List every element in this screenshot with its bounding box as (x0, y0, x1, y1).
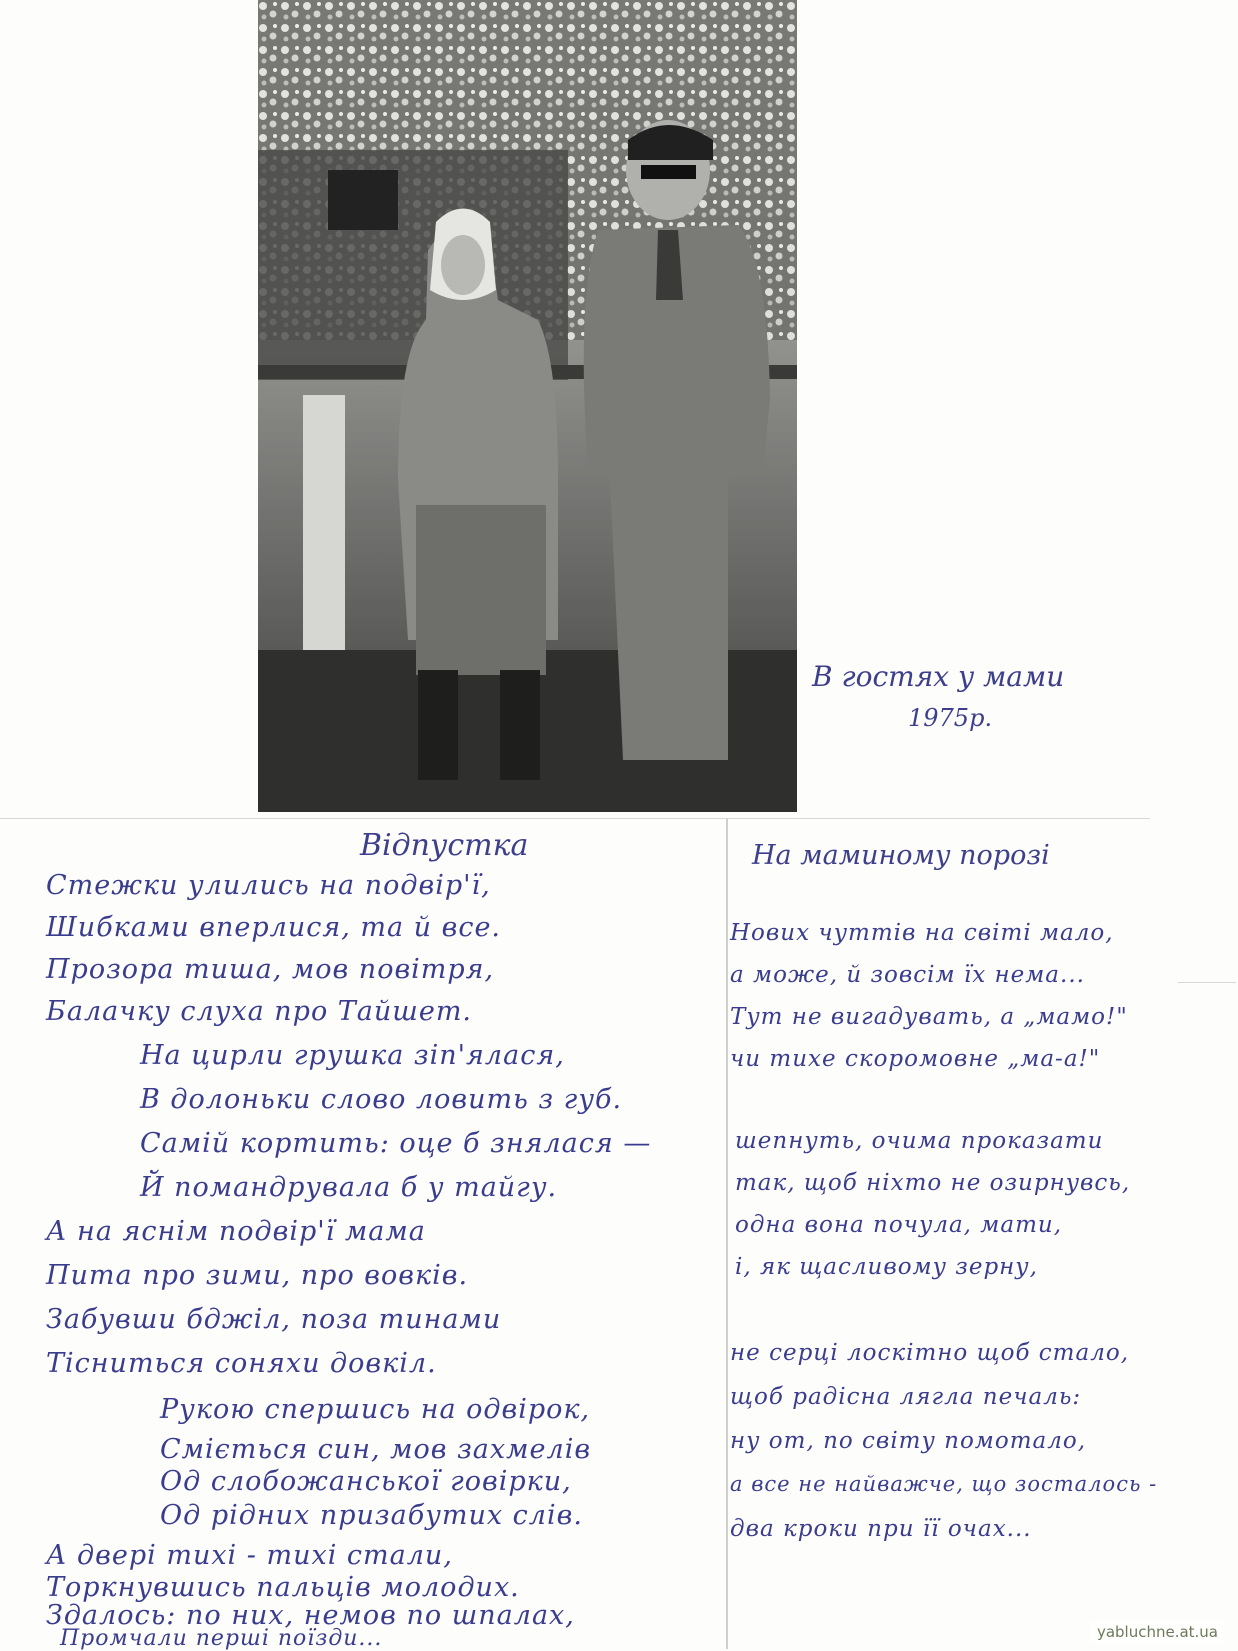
poem-line: Тут не вигадувать, а „мамо!" (730, 1004, 1128, 1030)
caption-title: В гостях у мами (812, 660, 1065, 693)
poem-line: А двері тихі - тихі стали, (46, 1540, 453, 1571)
poem-line: Й помандрувала б у тайгу. (140, 1172, 558, 1203)
poem-line: Самій кортить: оце б знялася — (140, 1128, 652, 1159)
poem-line: Од слобожанської говірки, (160, 1466, 572, 1497)
poem-line: Стежки улились на подвір'ї, (46, 870, 491, 901)
poem-line: так, щоб ніхто не озирнувсь, (735, 1170, 1131, 1196)
poem-line: Торкнувшись пальців молодих. (46, 1572, 520, 1603)
poem-line: і, як щасливому зерну, (735, 1254, 1038, 1280)
poem-line: Промчали перші поїзди... (60, 1626, 383, 1651)
poem-line: Здалось: по них, немов по шпалах, (46, 1600, 575, 1631)
photo-illustration (258, 0, 797, 812)
site-watermark: yabluchne.at.ua (1091, 1621, 1224, 1643)
poem-line: Прозора тиша, мов повітря, (46, 954, 495, 985)
poem-line: Пита про зими, про вовків. (46, 1260, 469, 1291)
poem-line: ну от, по світу помотало, (730, 1428, 1087, 1454)
poem-line: чи тихе скоромовне „ма-а!" (730, 1046, 1101, 1072)
poem-line: два кроки при її очах... (730, 1516, 1032, 1542)
poem-line: Тісниться соняхи довкіл. (46, 1348, 437, 1379)
right-poem-title: На маминому порозі (752, 840, 1050, 871)
poem-line: а може, й зовсім їх нема... (730, 962, 1085, 988)
poem-line: не серці лоскітно щоб стало, (730, 1340, 1130, 1366)
poem-line: Сміється син, мов захмелів (160, 1434, 592, 1465)
page-divider (0, 818, 1150, 819)
poem-line: щоб радісна лягла печаль: (730, 1384, 1082, 1410)
poem-line: А на яснім подвір'ї мама (46, 1216, 426, 1247)
poem-line: одна вона почула, мати, (735, 1212, 1063, 1238)
poem-line: Од рідних призабутих слів. (160, 1500, 583, 1531)
page-edge (1178, 982, 1236, 983)
poem-line: Рукою спершись на одвірок, (160, 1394, 591, 1425)
poem-line: Шибками вперлися, та й все. (46, 912, 502, 943)
caption-year: 1975р. (908, 704, 993, 732)
family-photo (258, 0, 797, 812)
poem-line: Нових чуттів на світі мало, (730, 920, 1114, 946)
poem-line: Забувши бджіл, поза тинами (46, 1304, 502, 1335)
poem-line: шепнуть, очима проказати (735, 1128, 1104, 1154)
poem-line: Балачку слуха про Тайшет. (46, 996, 473, 1027)
column-divider (726, 818, 728, 1649)
left-poem-title: Відпустка (360, 828, 529, 863)
poem-line: На цирли грушка зіп'ялася, (140, 1040, 565, 1071)
poem-line: а все не найважче, що зосталось - (730, 1472, 1158, 1496)
poem-line: В долоньки слово ловить з губ. (140, 1084, 623, 1115)
